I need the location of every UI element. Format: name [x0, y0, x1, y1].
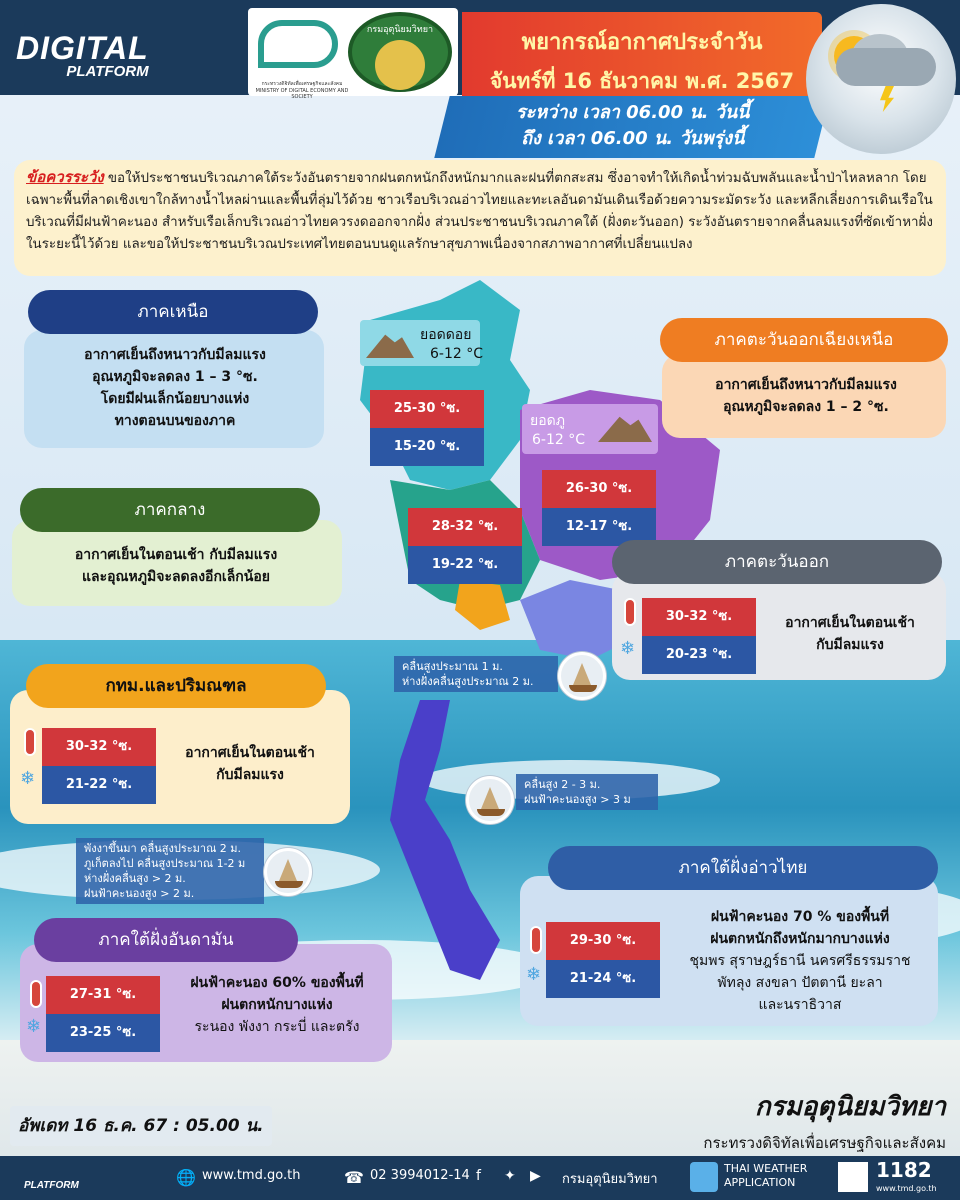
thermometer-icon [30, 980, 42, 1008]
south-gulf-min-temp: 21-24 °ซ. [546, 960, 660, 998]
forecast-period: ระหว่าง เวลา 06.00 น. วันนี้ ถึง เวลา 06.00 น. วันพรุ่งนี้ [434, 96, 829, 158]
thermometer-icon [530, 926, 542, 954]
forecast-date: จันทร์ที่ 16 ธันวาคม พ.ศ. 2567 [489, 69, 795, 93]
boat-icon [264, 848, 312, 896]
phu-peak-temp: 6-12 °C [532, 432, 585, 448]
upper-gulf-waves: คลื่นสูงประมาณ 1 ม. ห่างฝั่งคลื่นสูงประมาณ 2 ม. [394, 656, 558, 692]
northeast-title: ภาคตะวันออกเฉียงเหนือ [660, 318, 948, 362]
phu-peak-label: ยอดภู [530, 413, 565, 429]
northeast-desc: อากาศเย็นถึงหนาวกับมีลมแรง อุณหภูมิจะลดลง 1 – 2 °ซ. [715, 377, 897, 415]
doi-peak-temp: 6-12 °C [430, 346, 483, 362]
phone-number[interactable]: 02 3994012-14 [370, 1168, 470, 1183]
andaman-waves: พังงาขึ้นมา คลื่นสูงประมาณ 2 ม. ภูเก็ตลงไป คลื่นสูงประมาณ 1-2 ม ห่างฝั่งคลื่นสูง > 2 ม. ฝนฟ้าคะนองสูง > 2 ม. [76, 838, 264, 904]
warning-text: ขอให้ประชาชนบริเวณภาคใต้ระวังอันตรายจากฝนตกหนักถึงหนักมากและฝนที่ตกสะสม ซึ่งอาจทำให้เกิดน้ำท่วมฉับพลันและน้ำป่าไหลหลาก โดยเฉพาะพื้นที่ลาดเชิงเขาใกล้ทางน้ำไหลผ่านและพื้นที่ลุ่มไว้ด้วย ชาวเรือบริเวณอ่าวไทยและทะเลอันดามันเดินเรือด้วยความระมัดระวัง และหลีกเลี่ยงการเดินเรือในบริเวณที่มีฝนฟ้าคะนอง สำหรับเรือเล็กบริเวณอ่าวไทยควรงดออกจากฝั่ง ส่วนประชาชนบริเวณภาคใต้ (ฝั่งตะวันออก) ระวังอันตรายจากคลื่นลมแรงที่ซัดเข้าหาฝั่งในระยะนี้ไว้ด้วย และขอให้ประชาชนบริเวณประเทศไทยตอนบนดูแลรักษาสุขภาพเนื่องจากสภาพอากาศที่เปลี่ยนแปลง [26, 171, 933, 252]
boat-icon [558, 652, 606, 700]
east-desc: อากาศเย็นในตอนเช้า กับมีลมแรง [785, 615, 915, 653]
snowflake-icon: ❄ [26, 1016, 42, 1037]
snowflake-icon: ❄ [620, 638, 636, 659]
hotline-small: www.tmd.go.th [876, 1184, 937, 1193]
north-min-temp: 15-20 °ซ. [370, 428, 484, 466]
department-signature: กรมอุตุนิยมวิทยา กระทรวงดิจิทัลเพื่อเศรษฐกิจและสังคม [703, 1092, 946, 1152]
page-title: พยากรณ์อากาศประจำวัน [521, 30, 763, 55]
northeast-min-temp: 12-17 °ซ. [542, 508, 656, 546]
title-banner [462, 12, 822, 98]
footer-brand-small: PLATFORM [24, 1180, 79, 1191]
bangkok-max-temp: 30-32 °ซ. [42, 728, 156, 766]
twitter-icon[interactable]: ✦ [504, 1168, 516, 1184]
andaman-min-temp: 23-25 °ซ. [46, 1014, 160, 1052]
thermometer-icon [624, 598, 636, 626]
website-link[interactable]: www.tmd.go.th [202, 1168, 301, 1183]
app-icon[interactable] [690, 1162, 718, 1192]
north-desc: อากาศเย็นถึงหนาวกับมีลมแรง อุณหภูมิจะลดลง 1 – 3 °ซ. โดยมีฝนเล็กน้อยบางแห่ง ทางตอนบนของภาค [84, 347, 266, 429]
north-title: ภาคเหนือ [28, 290, 318, 334]
map-south [390, 700, 500, 980]
bangkok-desc: อากาศเย็นในตอนเช้า กับมีลมแรง [185, 745, 315, 783]
central-title: ภาคกลาง [20, 488, 320, 532]
footer-bar [0, 1156, 960, 1200]
bangkok-title: กทม.และปริมณฑล [26, 664, 326, 708]
central-max-temp: 28-32 °ซ. [408, 508, 522, 546]
snowflake-icon: ❄ [526, 964, 542, 985]
northeast-max-temp: 26-30 °ซ. [542, 470, 656, 508]
andaman-desc: ฝนฟ้าคะนอง 60% ของพื้นที่ ฝนตกหนักบางแห่ง ระนอง พังงา กระบี่ และตรัง [190, 975, 364, 1035]
snowflake-icon: ❄ [20, 768, 36, 789]
facebook-icon[interactable]: f [476, 1168, 481, 1184]
andaman-title: ภาคใต้ฝั่งอันดามัน [34, 918, 298, 962]
boat-icon [466, 776, 514, 824]
cloud-icon [836, 48, 936, 86]
lower-gulf-waves: คลื่นสูง 2 - 3 ม. ฝนฟ้าคะนองสูง > 3 ม [516, 774, 658, 810]
update-time: อัพเดท 16 ธ.ค. 67 : 05.00 น. [10, 1106, 272, 1146]
app-label[interactable]: THAI WEATHER APPLICATION [724, 1162, 808, 1189]
youtube-icon[interactable]: ▶ [530, 1168, 541, 1184]
south-gulf-max-temp: 29-30 °ซ. [546, 922, 660, 960]
ministry-logo-text: กระทรวงดิจิทัลเพื่อเศรษฐกิจและสังคม MINISTRY OF DIGITAL ECONOMY AND SOCIETY [255, 81, 349, 100]
thermometer-icon [24, 728, 36, 756]
central-desc: อากาศเย็นในตอนเช้า กับมีลมแรง และอุณหภูมิจะลดลงอีกเล็กน้อย [74, 547, 278, 585]
south-gulf-desc: ฝนฟ้าคะนอง 70 % ของพื้นที่ ฝนตกหนักถึงหนักมากบางแห่ง ชุมพร สุราษฎร์ธานี นครศรีธรรมราช พัทลุง สงขลา ปัตตานี ยะลา และนราธิวาส [689, 909, 911, 1013]
tmd-seal-icon: กรมอุตุนิยมวิทยา [348, 12, 452, 92]
qr-code-icon [838, 1162, 868, 1192]
bangkok-min-temp: 21-22 °ซ. [42, 766, 156, 804]
warning-box [14, 160, 946, 276]
social-name[interactable]: กรมอุตุนิยมวิทยา [562, 1172, 658, 1187]
digital-platform-logo: DIGITAL PLATFORM [16, 30, 149, 80]
phone-icon: ☎ [344, 1168, 364, 1187]
east-title: ภาคตะวันออก [612, 540, 942, 584]
warning-label: ข้อควรระวัง [26, 168, 104, 186]
south-gulf-title: ภาคใต้ฝั่งอ่าวไทย [548, 846, 938, 890]
east-min-temp: 20-23 °ซ. [642, 636, 756, 674]
central-min-temp: 19-22 °ซ. [408, 546, 522, 584]
east-max-temp: 30-32 °ซ. [642, 598, 756, 636]
hotline-number[interactable]: 1182 [876, 1158, 932, 1182]
andaman-max-temp: 27-31 °ซ. [46, 976, 160, 1014]
north-max-temp: 25-30 °ซ. [370, 390, 484, 428]
doi-peak-label: ยอดดอย [420, 327, 472, 343]
ministry-logo-icon [258, 20, 338, 68]
globe-icon: 🌐 [176, 1168, 196, 1187]
